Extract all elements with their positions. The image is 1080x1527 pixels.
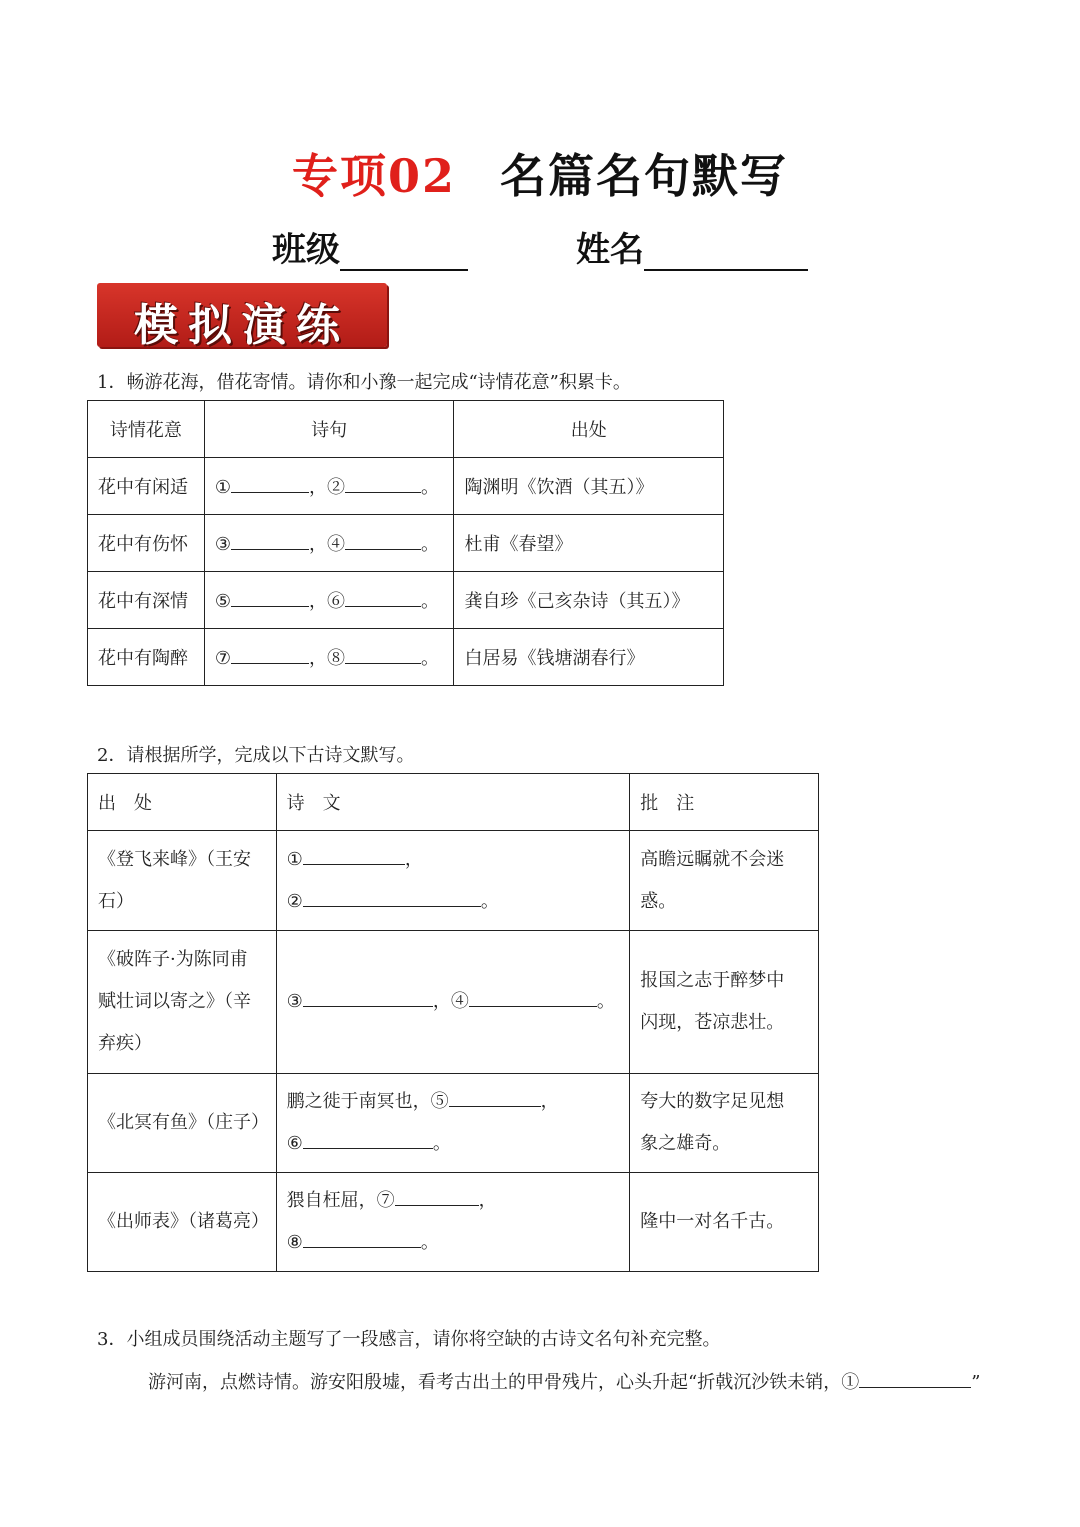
source-line: 石） bbox=[98, 890, 134, 912]
q2-note-cell bbox=[630, 931, 819, 1074]
q2-source-cell bbox=[88, 931, 277, 1074]
q2-row bbox=[88, 1074, 819, 1173]
answer-blank[interactable] bbox=[231, 645, 309, 664]
answer-blank[interactable] bbox=[231, 588, 309, 607]
answer-blank[interactable] bbox=[303, 1130, 433, 1149]
page-title bbox=[0, 140, 1080, 206]
answer-blank[interactable] bbox=[345, 531, 421, 550]
text-line bbox=[287, 839, 620, 881]
punctuation: 。 bbox=[480, 890, 499, 912]
q2-note-cell bbox=[630, 831, 819, 931]
blank-marker: ③ bbox=[214, 534, 231, 555]
q1-row bbox=[88, 458, 724, 515]
punctuation: ， bbox=[404, 848, 423, 870]
blank-marker: ⑤ bbox=[214, 591, 231, 612]
practice-banner bbox=[97, 283, 387, 351]
answer-blank[interactable] bbox=[449, 1088, 541, 1107]
blank-marker: ⑧ bbox=[326, 648, 345, 669]
q2-row bbox=[88, 1173, 819, 1272]
q2-text-cell bbox=[276, 931, 630, 1074]
q1-source: 龚自珍《己亥杂诗（其五）》 bbox=[454, 572, 724, 629]
answer-blank[interactable] bbox=[303, 988, 433, 1007]
text-line bbox=[287, 1180, 620, 1222]
q2-text-cell bbox=[276, 1173, 630, 1272]
source-line: 《破阵子·为陈同甫 bbox=[98, 949, 248, 970]
punctuation: ， bbox=[540, 1091, 559, 1112]
q1-row bbox=[88, 572, 724, 629]
blank-marker: ① bbox=[286, 848, 303, 870]
punctuation: 。 bbox=[432, 1133, 451, 1154]
punctuation: ， bbox=[308, 648, 327, 669]
q1-theme: 花中有闲适 bbox=[88, 458, 205, 515]
q1-theme: 花中有深情 bbox=[88, 572, 205, 629]
text-line bbox=[287, 881, 620, 923]
note-line: 高瞻远瞩就不会迷 bbox=[640, 848, 785, 870]
blank-marker: ⑦ bbox=[214, 648, 231, 669]
q2-source-cell bbox=[88, 831, 277, 931]
student-info bbox=[0, 222, 1080, 271]
q1-verse-cell bbox=[204, 515, 454, 572]
blank-marker: ⑥ bbox=[326, 591, 345, 612]
q2-header-note: 批 注 bbox=[630, 774, 819, 831]
class-label: 班级 bbox=[272, 230, 340, 270]
q2-row bbox=[88, 831, 819, 931]
punctuation: ， bbox=[308, 534, 327, 555]
punctuation: ” bbox=[971, 1372, 981, 1393]
question-2-prompt: 2．请根据所学，完成以下古诗文默写。 bbox=[97, 745, 415, 766]
note-line: 闪现，苍凉悲壮。 bbox=[640, 1012, 785, 1033]
q1-source: 白居易《钱塘湖春行》 bbox=[454, 629, 724, 686]
source-line: 赋壮词以寄之》（辛 bbox=[98, 991, 251, 1012]
text-line bbox=[287, 1222, 620, 1264]
q2-source-cell bbox=[88, 1074, 277, 1173]
q1-theme: 花中有伤怀 bbox=[88, 515, 205, 572]
answer-blank[interactable] bbox=[303, 1229, 421, 1248]
q1-header-row bbox=[88, 401, 724, 458]
class-blank[interactable] bbox=[340, 237, 468, 271]
blank-marker: ⑥ bbox=[286, 1133, 303, 1154]
blank-marker: ⑦ bbox=[376, 1190, 395, 1211]
source-line: 《北冥有鱼》（庄子） bbox=[98, 1112, 269, 1133]
blank-marker: ⑧ bbox=[286, 1232, 303, 1253]
q2-header-source: 出 处 bbox=[88, 774, 277, 831]
q1-header-verse: 诗句 bbox=[204, 401, 454, 458]
note-line: 夸大的数字足见想 bbox=[640, 1091, 785, 1112]
blank-marker: ④ bbox=[450, 991, 469, 1012]
answer-blank[interactable] bbox=[345, 645, 421, 664]
q1-theme: 花中有陶醉 bbox=[88, 629, 205, 686]
q1-verse-cell bbox=[204, 572, 454, 629]
text-line bbox=[287, 1081, 620, 1123]
question-3-prompt: 3．小组成员围绕活动主题写了一段感言，请你将空缺的古诗文名句补充完整。 bbox=[97, 1329, 721, 1350]
source-line: 《登飞来峰》（王安 bbox=[98, 848, 251, 870]
answer-blank[interactable] bbox=[345, 474, 421, 493]
text-line bbox=[287, 981, 620, 1023]
q1-header-theme: 诗情花意 bbox=[88, 401, 205, 458]
answer-blank[interactable] bbox=[395, 1187, 479, 1206]
blank-marker: ⑤ bbox=[430, 1091, 449, 1112]
title-topic: 名篇名句默写 bbox=[500, 149, 788, 203]
q1-source: 杜甫《春望》 bbox=[454, 515, 724, 572]
q2-note-cell bbox=[630, 1074, 819, 1173]
source-line: 《出师表》（诸葛亮） bbox=[98, 1211, 269, 1232]
question-3-text bbox=[148, 1368, 980, 1394]
question-1-prompt: 1．畅游花海，借花寄情。请你和小豫一起完成“诗情花意”积累卡。 bbox=[97, 372, 631, 393]
q2-note-cell bbox=[630, 1173, 819, 1272]
punctuation: ， bbox=[308, 591, 327, 612]
note-line: 惑。 bbox=[640, 890, 677, 912]
text-line bbox=[287, 1123, 620, 1165]
blank-marker: ② bbox=[326, 477, 345, 498]
passage-text: 游河南，点燃诗情。游安阳殷墟，看考古出土的甲骨残片，心头升起“折戟沉沙铁未销，① bbox=[148, 1372, 860, 1393]
answer-blank[interactable] bbox=[469, 988, 597, 1007]
punctuation: ， bbox=[478, 1190, 497, 1211]
q2-text-cell bbox=[276, 831, 630, 931]
punctuation: 。 bbox=[420, 477, 439, 498]
q2-text-cell bbox=[276, 1074, 630, 1173]
name-blank[interactable] bbox=[644, 237, 808, 271]
answer-blank[interactable] bbox=[231, 474, 309, 493]
q1-row bbox=[88, 629, 724, 686]
answer-blank[interactable] bbox=[859, 1369, 971, 1388]
q2-table bbox=[87, 773, 819, 1272]
answer-blank[interactable] bbox=[345, 588, 421, 607]
blank-marker: ③ bbox=[286, 991, 303, 1012]
note-line: 隆中一对名千古。 bbox=[640, 1211, 785, 1232]
q2-header-row bbox=[88, 774, 819, 831]
punctuation: ， bbox=[308, 477, 327, 498]
q2-row bbox=[88, 931, 819, 1074]
q1-header-source: 出处 bbox=[454, 401, 724, 458]
punctuation: 。 bbox=[420, 648, 439, 669]
note-line: 报国之志于醉梦中 bbox=[640, 970, 785, 991]
banner-text: 模拟演练 bbox=[134, 300, 350, 351]
answer-blank[interactable] bbox=[303, 846, 405, 865]
answer-blank[interactable] bbox=[231, 531, 309, 550]
title-series: 专项02 bbox=[291, 149, 456, 203]
note-line: 象之雄奇。 bbox=[640, 1133, 731, 1154]
q1-verse-cell bbox=[204, 629, 454, 686]
answer-blank[interactable] bbox=[303, 888, 481, 907]
q2-header-text: 诗 文 bbox=[276, 774, 630, 831]
verse-text: 猥自枉屈， bbox=[286, 1190, 377, 1211]
punctuation: 。 bbox=[596, 991, 615, 1012]
punctuation: 。 bbox=[420, 1232, 439, 1253]
blank-marker: ① bbox=[214, 477, 231, 498]
punctuation: ， bbox=[432, 991, 451, 1012]
blank-marker: ② bbox=[286, 890, 303, 912]
name-label: 姓名 bbox=[576, 230, 644, 270]
verse-text: 鹏之徙于南冥也， bbox=[286, 1091, 431, 1112]
q1-table bbox=[87, 400, 724, 686]
q1-source: 陶渊明《饮酒（其五）》 bbox=[454, 458, 724, 515]
q1-row bbox=[88, 515, 724, 572]
punctuation: 。 bbox=[420, 591, 439, 612]
q2-source-cell bbox=[88, 1173, 277, 1272]
source-line: 弃疾） bbox=[98, 1033, 152, 1054]
blank-marker: ④ bbox=[326, 534, 345, 555]
punctuation: 。 bbox=[420, 534, 439, 555]
q1-verse-cell bbox=[204, 458, 454, 515]
